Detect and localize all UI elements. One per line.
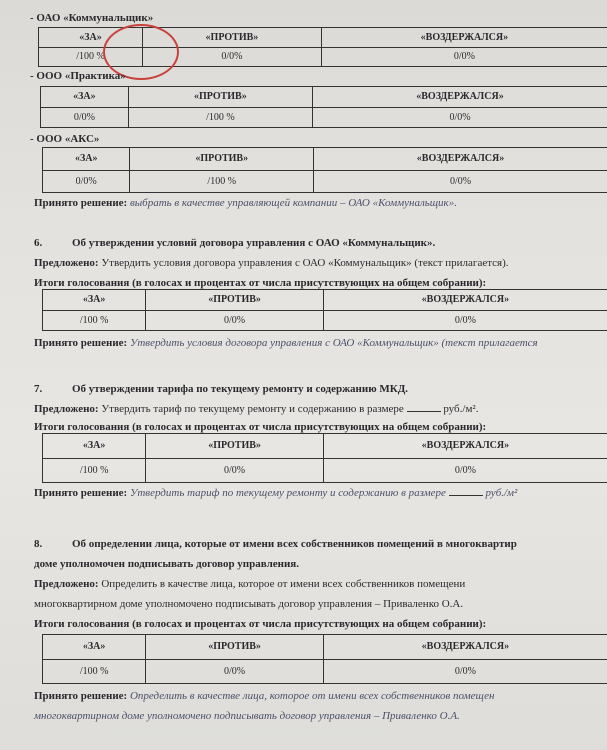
vote-table-q7 <box>42 433 607 483</box>
value-vozd: 0/0% <box>323 458 607 483</box>
value-protiv: 0/0% <box>146 310 323 331</box>
value-protiv: /100 % <box>128 107 312 128</box>
question-6-title <box>34 237 435 249</box>
decision-text: Утвердить тариф по текущему ремонту и содержанию в размере <box>129 487 446 499</box>
header-za: «ЗА» <box>41 87 129 108</box>
vote-table-org-2 <box>40 86 607 128</box>
question-8-title-2: доме уполномочен подписывать договор управления. <box>34 558 299 570</box>
decision-label: Принято решение: <box>34 337 128 349</box>
value-vozd: 0/0% <box>323 310 607 331</box>
value-za: 0/0% <box>43 170 130 193</box>
decision-text: Определить в качестве лица, которое от имени всех собственников помещен <box>129 690 495 702</box>
decision-7 <box>34 487 517 499</box>
value-za: /100 % <box>43 458 146 483</box>
org-name-3: - ООО «АКС» <box>30 133 100 145</box>
header-protiv: «ПРОТИВ» <box>128 87 312 108</box>
header-protiv: «ПРОТИВ» <box>130 148 314 171</box>
question-8-proposed <box>34 578 465 590</box>
question-8-proposed-2: многоквартирном доме уполномочено подписывать договор управления – Приваленко О.А. <box>34 598 464 610</box>
header-za: «ЗА» <box>43 635 146 660</box>
decision-unit: руб./м² <box>485 487 518 499</box>
question-title: Об определении лица, которые от имени всех собственников помещений в многоквартир <box>72 538 517 550</box>
decision-text: выбрать в качестве управляющей компании – ОАО «Коммунальщик». <box>129 197 457 209</box>
proposed-text: Утвердить условия договора управления с ОАО «Коммунальщик» (текст прилагается). <box>101 257 509 269</box>
value-za: 0/0% <box>41 107 129 128</box>
value-protiv: /100 % <box>130 170 314 193</box>
org-name-1: - ОАО «Коммунальщик» <box>30 12 154 24</box>
decision-8 <box>34 690 494 702</box>
header-vozd: «ВОЗДЕРЖАЛСЯ» <box>323 635 607 660</box>
question-title: Об утверждении тарифа по текущему ремонту и содержанию МКД. <box>72 383 409 395</box>
header-protiv: «ПРОТИВ» <box>146 434 323 459</box>
question-number: 8. <box>34 538 43 550</box>
value-za: /100 % <box>39 47 143 67</box>
header-vozd: «ВОЗДЕРЖАЛСЯ» <box>321 28 607 48</box>
header-protiv: «ПРОТИВ» <box>143 28 322 48</box>
proposed-text: Определить в качестве лица, которое от имени всех собственников помещени <box>101 578 466 590</box>
header-vozd: «ВОЗДЕРЖАЛСЯ» <box>323 290 607 311</box>
blank-field <box>407 411 441 412</box>
decision-6 <box>34 337 538 349</box>
value-protiv: 0/0% <box>146 458 323 483</box>
question-title: Об утверждении условий договора управления с ОАО «Коммунальщик». <box>72 237 436 249</box>
decision-label: Принято решение: <box>34 487 128 499</box>
header-vozd: «ВОЗДЕРЖАЛСЯ» <box>314 148 607 171</box>
header-vozd: «ВОЗДЕРЖАЛСЯ» <box>312 87 607 108</box>
vote-table-org-3 <box>42 147 607 193</box>
decision-8-line-2: многоквартирном доме уполномочено подписывать договор управления – Приваленко О.А. <box>34 710 460 722</box>
value-vozd: 0/0% <box>312 107 607 128</box>
question-7-proposed <box>34 403 478 415</box>
vote-table-q8 <box>42 634 607 684</box>
header-vozd: «ВОЗДЕРЖАЛСЯ» <box>323 434 607 459</box>
header-za: «ЗА» <box>43 290 146 311</box>
org-name-2: - ООО «Практика» <box>30 70 126 82</box>
results-label-7: Итоги голосования (в голосах и процентах от числа присутствующих на общем собрании): <box>34 421 487 433</box>
question-6-proposed <box>34 257 509 269</box>
decision-label: Принято решение: <box>34 197 128 209</box>
question-8-title <box>34 538 517 550</box>
unit: руб./м². <box>443 403 479 415</box>
decision-5 <box>34 197 457 209</box>
decision-text: Утвердить условия договора управления с ОАО «Коммунальщик» (текст прилагается <box>129 337 538 349</box>
proposed-label: Предложено: <box>34 578 99 590</box>
blank-field <box>449 495 483 496</box>
value-za: /100 % <box>43 310 146 331</box>
header-za: «ЗА» <box>39 28 143 48</box>
vote-table-q6 <box>42 289 607 331</box>
value-protiv: 0/0% <box>143 47 322 67</box>
value-vozd: 0/0% <box>321 47 607 67</box>
header-za: «ЗА» <box>43 434 146 459</box>
proposed-text: Утвердить тариф по текущему ремонту и содержанию в размере <box>101 403 404 415</box>
question-number: 7. <box>34 383 43 395</box>
question-7-title <box>34 383 408 395</box>
question-number: 6. <box>34 237 43 249</box>
header-za: «ЗА» <box>43 148 130 171</box>
value-za: /100 % <box>43 659 146 684</box>
value-protiv: 0/0% <box>146 659 323 684</box>
value-vozd: 0/0% <box>314 170 607 193</box>
results-label-6: Итоги голосования (в голосах и процентах от числа присутствующих на общем собрании): <box>34 277 487 289</box>
decision-label: Принято решение: <box>34 690 128 702</box>
proposed-label: Предложено: <box>34 257 99 269</box>
value-vozd: 0/0% <box>323 659 607 684</box>
header-protiv: «ПРОТИВ» <box>146 635 323 660</box>
results-label-8: Итоги голосования (в голосах и процентах от числа присутствующих на общем собрании): <box>34 618 487 630</box>
proposed-label: Предложено: <box>34 403 99 415</box>
header-protiv: «ПРОТИВ» <box>146 290 323 311</box>
